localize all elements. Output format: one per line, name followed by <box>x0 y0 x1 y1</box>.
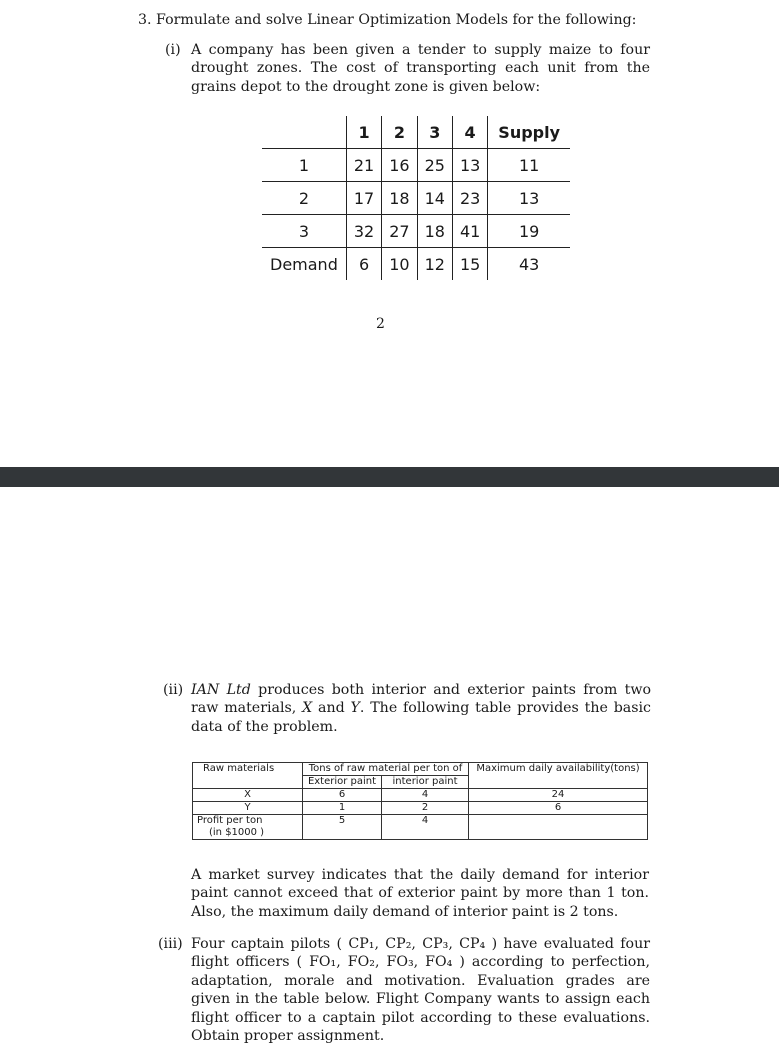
profit-label <box>193 815 303 840</box>
table-cell: 41 <box>452 215 487 248</box>
part-ii-paragraph <box>163 681 651 736</box>
table-cell: 43 <box>488 248 570 281</box>
table-row <box>262 182 570 215</box>
profit-label-line: Profit per ton <box>197 815 263 826</box>
paint-data-table <box>192 762 648 840</box>
table-cell: 6 <box>303 789 382 802</box>
table-cell: 25 <box>417 149 452 182</box>
material-y: Y <box>350 700 360 717</box>
table-header: 4 <box>452 116 487 149</box>
table-cell <box>469 815 648 840</box>
table-cell: 10 <box>382 248 417 281</box>
table-cell: 4 <box>382 815 469 840</box>
table-cell: Y <box>193 802 303 815</box>
table-cell: 6 <box>346 248 381 281</box>
part-iii-label: (iii) <box>158 936 183 952</box>
table-cell: 11 <box>488 149 570 182</box>
page-separator <box>0 467 779 487</box>
table-cell: 1 <box>303 802 382 815</box>
table-header: 3 <box>417 116 452 149</box>
table-header: Exterior paint <box>303 776 382 789</box>
table-cell: 2 <box>382 802 469 815</box>
table-row <box>262 149 570 182</box>
table-row <box>262 215 570 248</box>
table-header: interior paint <box>382 776 469 789</box>
part-iii-text: Four captain pilots ( CP₁, CP₂, CP₃, CP₄ ) have evaluated four flight officers ( FO₁, FO₂, FO₃, FO₄ ) according to perfection, adaptation, morale and motivation. Evaluation grades are given in the table below. Flight Company wants to assign each flight officer to a captain pilot according to these evaluations. Obtain proper assignment. <box>191 936 650 1045</box>
table-cell: 12 <box>417 248 452 281</box>
part-i-label: (i) <box>165 42 181 58</box>
table-cell: 4 <box>382 789 469 802</box>
company-name: IAN Ltd <box>191 682 251 698</box>
question-heading: 3. Formulate and solve Linear Optimization Models for the following: <box>138 12 637 28</box>
table-cell: 15 <box>452 248 487 281</box>
table-cell: 18 <box>417 215 452 248</box>
part-i-paragraph <box>165 41 650 96</box>
table-cell: 24 <box>469 789 648 802</box>
table-cell: 18 <box>382 182 417 215</box>
table-cell <box>262 116 346 149</box>
part-ii-text: . The following table provides the basic data of the problem. <box>191 700 651 735</box>
table-cell: 32 <box>346 215 381 248</box>
table-cell: X <box>193 789 303 802</box>
table-cell: 23 <box>452 182 487 215</box>
table-row <box>193 815 648 840</box>
row-label: 1 <box>262 149 346 182</box>
material-x: X <box>302 700 313 717</box>
table-cell: 13 <box>488 182 570 215</box>
table-header: Maximum daily availability(tons) <box>469 763 648 789</box>
part-ii-text: and <box>312 700 351 717</box>
table-header: Tons of raw material per ton of <box>303 763 469 776</box>
table-header: 2 <box>382 116 417 149</box>
table-cell: 21 <box>346 149 381 182</box>
table-cell: 17 <box>346 182 381 215</box>
table-cell: 14 <box>417 182 452 215</box>
table-cell: 19 <box>488 215 570 248</box>
table-cell: 16 <box>382 149 417 182</box>
table-row <box>262 248 570 281</box>
table-cell: 27 <box>382 215 417 248</box>
part-ii-label: (ii) <box>163 682 184 698</box>
row-label: 2 <box>262 182 346 215</box>
part-iii-paragraph <box>158 935 650 1045</box>
table-cell: 5 <box>303 815 382 840</box>
part-i-text: A company has been given a tender to supply maize to four drought zones. The cost of transporting each unit from the grains depot to the drought zone is given below: <box>191 42 650 95</box>
page-number: 2 <box>376 316 385 332</box>
table-cell: 13 <box>452 149 487 182</box>
market-survey-paragraph: A market survey indicates that the daily demand for interior paint cannot exceed that of exterior paint by more than 1 ton. Also, the maximum daily demand of interior paint is 2 tons. <box>191 867 649 920</box>
row-label: 3 <box>262 215 346 248</box>
table-row <box>193 789 648 802</box>
table-cell: 6 <box>469 802 648 815</box>
part-ii-text: produces both interior and exterior paints from two raw materials, <box>191 682 651 717</box>
table-row <box>193 802 648 815</box>
row-label: Demand <box>262 248 346 281</box>
table-header: Supply <box>488 116 570 149</box>
table-header: 1 <box>346 116 381 149</box>
table-header: Raw materials <box>193 763 303 789</box>
profit-label-line: (in $1000 ) <box>209 827 265 838</box>
transport-cost-table <box>262 116 570 280</box>
